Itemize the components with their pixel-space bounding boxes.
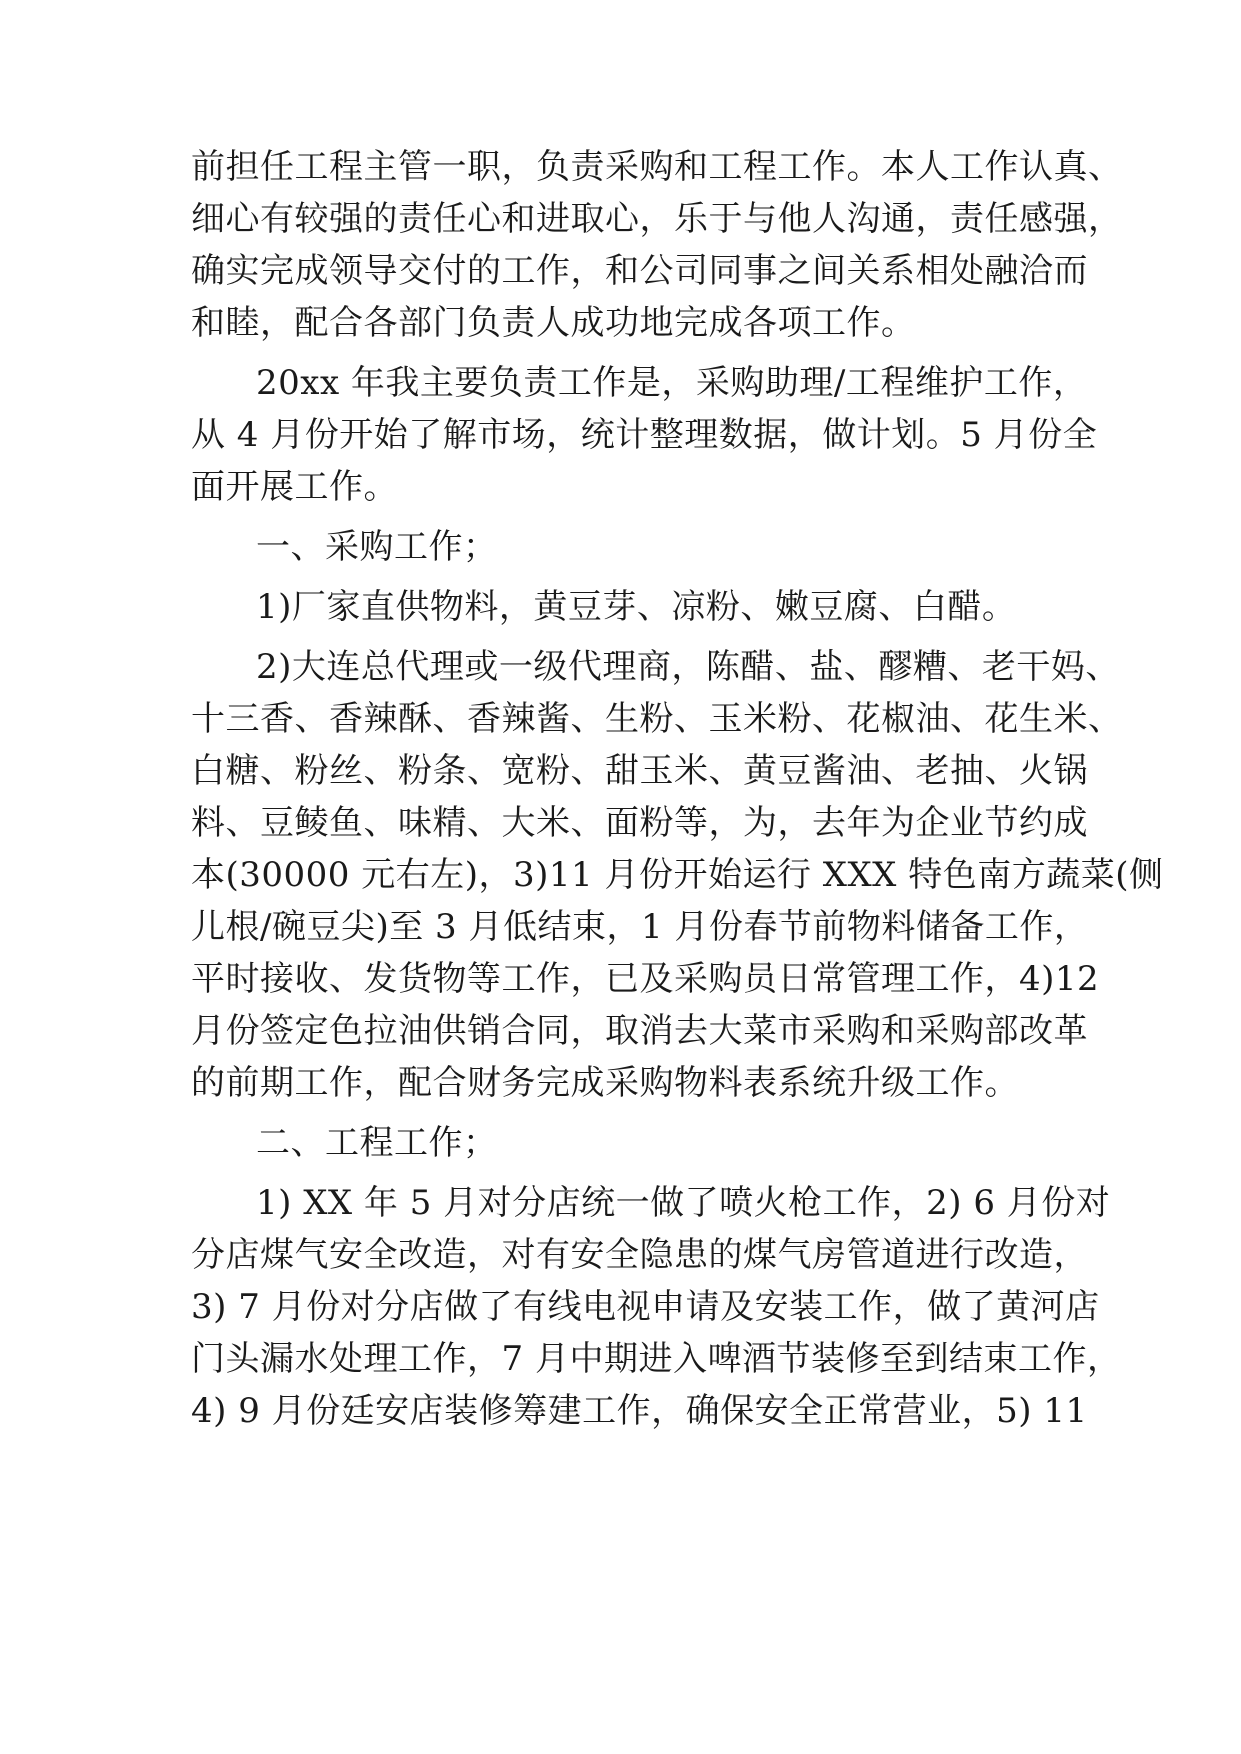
text-line-24: 4) 9 月份廷安店装修筹建工作，确保安全正常营业，5) 11: [191, 1391, 1088, 1431]
text-line-15: 儿根/碗豆尖)至 3 月低结束，1 月份春节前物料储备工作，: [191, 907, 1089, 947]
text-line-21: 分店煤气安全改造，对有安全隐患的煤气房管道进行改造，: [191, 1235, 1088, 1275]
text-line-2: 细心有较强的责任心和进取心，乐于与他人沟通，责任感强，: [191, 199, 1123, 239]
text-line-13: 料、豆鲮鱼、味精、大米、面粉等，为，去年为企业节约成: [191, 803, 1088, 843]
text-line-11: 十三香、香辣酥、香辣酱、生粉、玉米粉、花椒油、花生米、: [191, 699, 1123, 739]
text-line-7: 面开展工作。: [191, 467, 398, 507]
text-line-1: 前担任工程主管一职，负责采购和工程工作。本人工作认真、: [191, 147, 1123, 187]
text-line-18: 的前期工作，配合财务完成采购物料表系统升级工作。: [191, 1063, 1019, 1103]
text-line-9: 1)厂家直供物料，黄豆芽、凉粉、嫩豆腐、白醋。: [256, 587, 1017, 627]
text-line-5: 20xx 年我主要负责工作是，采购助理/工程维护工作，: [256, 363, 1088, 403]
text-line-10: 2)大连总代理或一级代理商，陈醋、盐、醪糟、老干妈、: [256, 647, 1120, 687]
text-line-17: 月份签定色拉油供销合同，取消去大菜市采购和采购部改革: [191, 1011, 1088, 1051]
text-line-12: 白糖、粉丝、粉条、宽粉、甜玉米、黄豆酱油、老抽、火锅: [191, 751, 1088, 791]
text-line-22: 3) 7 月份对分店做了有线电视申请及安装工作，做了黄河店: [191, 1287, 1100, 1327]
text-line-23: 门头漏水处理工作，7 月中期进入啤酒节装修至到结束工作，: [191, 1339, 1122, 1379]
text-line-14: 本(30000 元右左)，3)11 月份开始运行 XXX 特色南方蔬菜(侧: [191, 855, 1164, 895]
text-line-16: 平时接收、发货物等工作，已及采购员日常管理工作，4)12: [191, 959, 1100, 999]
text-line-4: 和睦，配合各部门负责人成功地完成各项工作。: [191, 303, 916, 343]
text-line-8: 一、采购工作；: [256, 527, 498, 567]
text-line-3: 确实完成领导交付的工作，和公司同事之间关系相处融洽而: [191, 251, 1088, 291]
text-line-6: 从 4 月份开始了解市场，统计整理数据，做计划。5 月份全: [191, 415, 1098, 455]
text-line-20: 1) XX 年 5 月对分店统一做了喷火枪工作，2) 6 月份对: [256, 1183, 1111, 1223]
text-line-19: 二、工程工作；: [256, 1123, 498, 1163]
